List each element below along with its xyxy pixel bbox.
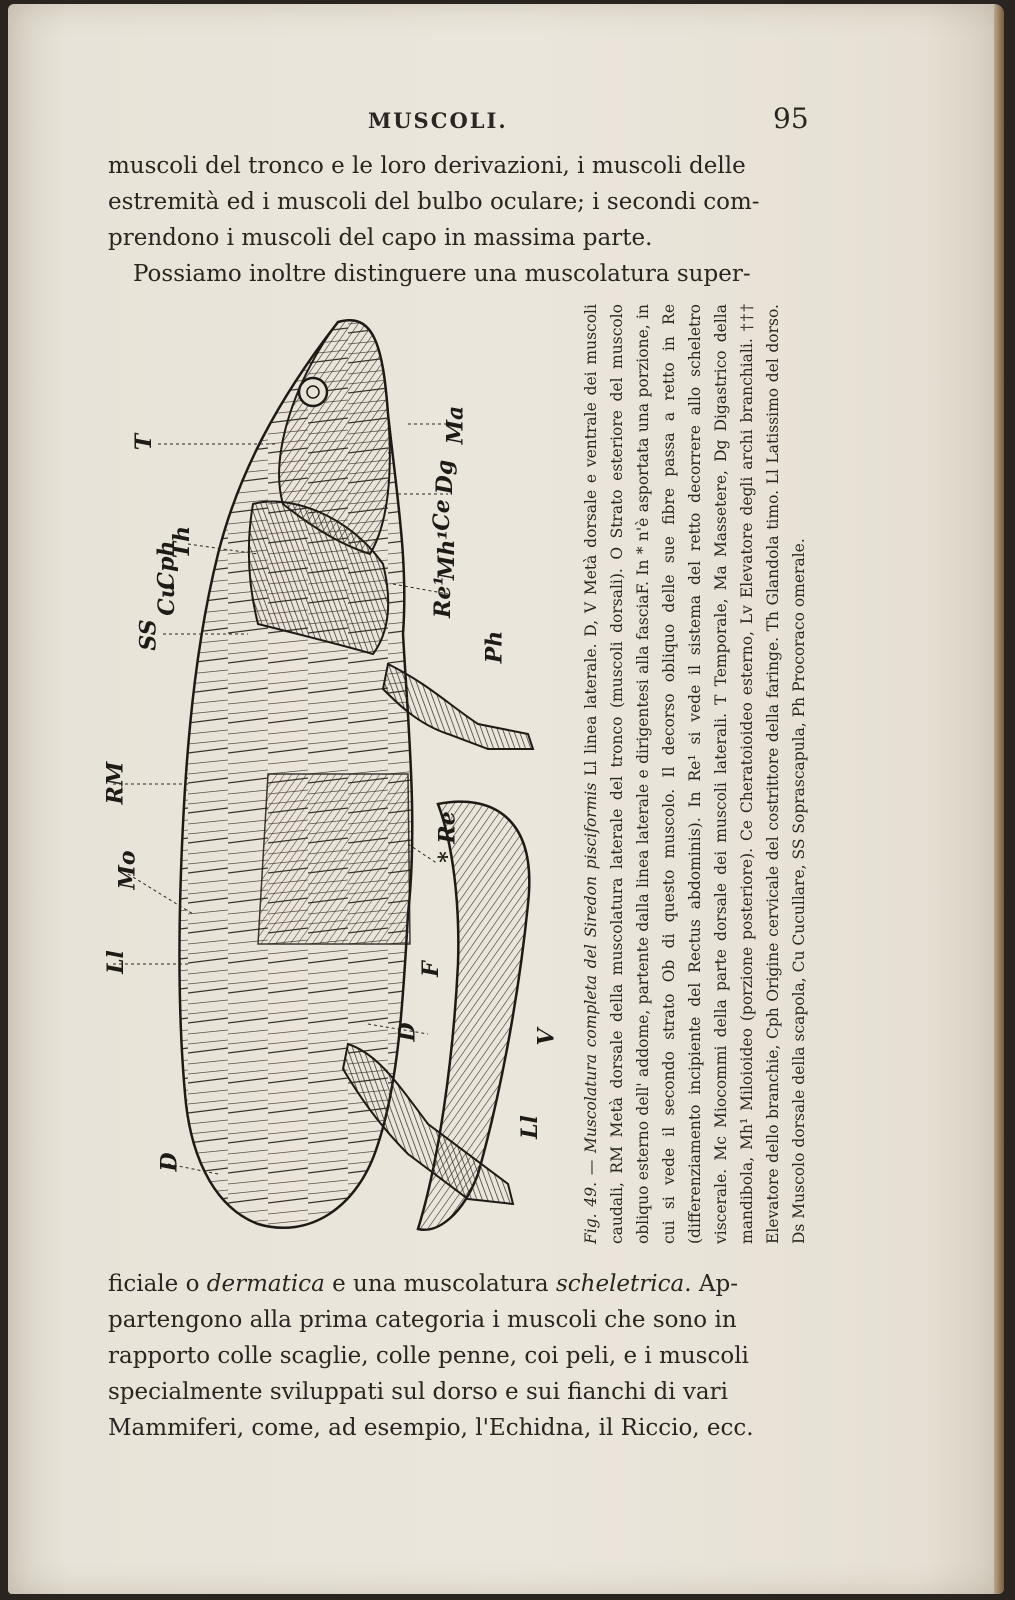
label-Th: Th bbox=[169, 525, 196, 559]
bottom-line1-part-a: ficiale o bbox=[108, 1271, 207, 1297]
label-SS: SS bbox=[135, 619, 162, 651]
caption-fig-number: Fig. 49. — bbox=[582, 1159, 600, 1244]
top-text-line-2: estremità ed i muscoli del bulbo oculare; i secondi com- bbox=[108, 189, 760, 215]
book-page bbox=[8, 4, 1004, 1594]
label-Ph: Ph bbox=[481, 630, 508, 664]
label-Re: * Re bbox=[434, 811, 461, 863]
label-Ll-right: Ll bbox=[516, 1115, 543, 1139]
page-spine-edge bbox=[994, 4, 1004, 1594]
label-D-left: D bbox=[156, 1152, 183, 1172]
caption-title: Muscolatura completa del Siredon pisciformis bbox=[582, 782, 600, 1153]
rectus-band bbox=[258, 774, 410, 944]
label-Re1: Re¹ bbox=[429, 576, 456, 618]
label-RM: RM bbox=[102, 761, 129, 805]
bottom-text-line-2: partengono alla prima categoria i muscoli che sono in bbox=[108, 1307, 737, 1333]
running-head bbox=[8, 102, 1004, 138]
label-Ll-left: Ll bbox=[102, 950, 129, 974]
label-Mo: Mo bbox=[114, 850, 141, 890]
label-Dg: Dg bbox=[432, 459, 459, 495]
running-head-title: MUSCOLI. bbox=[368, 108, 508, 133]
figure-caption-region bbox=[578, 304, 838, 1244]
label-F: F bbox=[417, 961, 444, 977]
top-text-line-1: muscoli del tronco e le loro derivazioni, i muscoli delle bbox=[108, 153, 746, 179]
bottom-text-line-4: specialmente sviluppati sul dorso e sui fianchi di vari bbox=[108, 1379, 728, 1405]
bottom-text-line-5: Mammiferi, come, ad esempio, l'Echidna, il Riccio, ecc. bbox=[108, 1415, 754, 1441]
top-text-line-4: Possiamo inoltre distinguere una muscolatura super- bbox=[133, 261, 751, 287]
bottom-text-line-1 bbox=[108, 1269, 818, 1299]
figure-caption bbox=[578, 304, 838, 1244]
label-Cu: Cu bbox=[153, 582, 180, 616]
top-text-line-3: prendono i muscoli del capo in massima parte. bbox=[108, 225, 653, 251]
eye bbox=[299, 378, 327, 406]
caption-body: Ll linea laterale. D, V Metà dorsale e ventrale dei muscoli caudali, RM Metà dorsale della muscolatura laterale del tronco (muscoli dorsali). O Strato esteriore del muscolo obliquo esterno dell' addome, partente dalla linea laterale e dirigentesi alla fasciaF. In * n'è asportata una porzione, in cui si vede il secondo strato Ob di questo muscolo. Il decorso obliquo delle sue fibre passa a retto in Re (differenziamento incipiente del Rectus abdominis). In Re¹ si vede il sistema del retto decorrere allo scheletro viscerale. Mc Miocommi della parte dorsale dei muscoli laterali. T Temporale, Ma Massetere, Dg Digastrico della mandibola, Mh¹ Miloioideo (porzione posteriore). Ce Cheratoioideo esterno, Lv Elevatore degli archi branchiali. ††† Elevatore dello branchie, Cph Origine cervicale del costrittore della faringe. Th Glandola timo. Ll Latissimo del dorso. Ds Muscolo dorsale della scapola, Cu Cucullare, SS Soprascapula, Ph Procoraco omerale. bbox=[582, 304, 808, 1244]
bottom-line1-part-e: . Ap- bbox=[684, 1271, 738, 1297]
label-T: T bbox=[131, 433, 158, 451]
siredon-illustration bbox=[108, 304, 588, 1244]
term-scheletrica: scheletrica bbox=[555, 1271, 685, 1297]
bottom-text-line-3: rapporto colle scaglie, colle penne, coi peli, e i muscoli bbox=[108, 1343, 749, 1369]
label-Ma: Ma bbox=[442, 405, 469, 445]
label-D-right: D bbox=[394, 1022, 421, 1042]
label-Mh: Mh¹ bbox=[433, 530, 460, 580]
label-Ce: Ce bbox=[428, 499, 455, 531]
term-dermatica: dermatica bbox=[206, 1271, 325, 1297]
label-V: V bbox=[533, 1028, 560, 1046]
page-number: 95 bbox=[773, 102, 809, 135]
bottom-line1-part-c: e una muscolatura bbox=[324, 1271, 556, 1297]
label-Cph: Cph bbox=[153, 540, 180, 590]
